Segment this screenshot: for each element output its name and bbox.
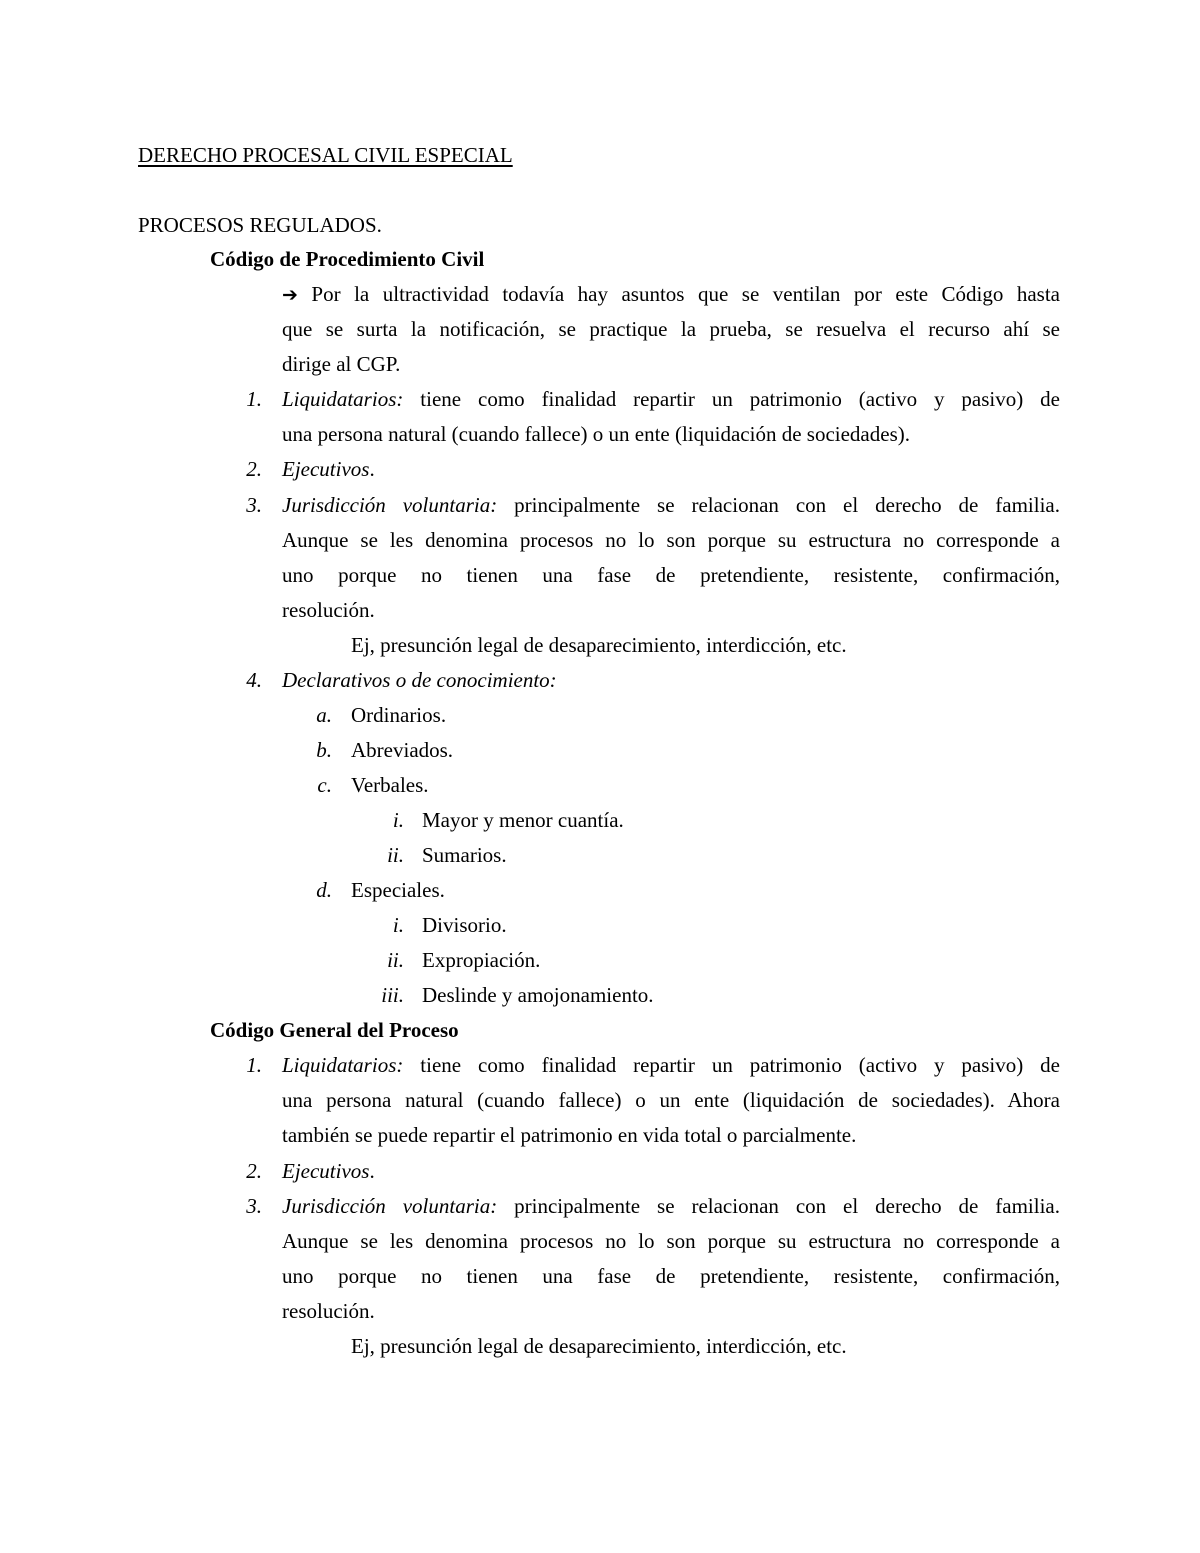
list-number: 1.: [246, 1053, 262, 1077]
cgp-item-3-line-1: Jurisdicción voluntaria: principalmente se relacionan con el derecho de familia.: [282, 1194, 1060, 1218]
cpc-note-line-1: ➔ Por la ultractividad todavía hay asuntos que se ventilan por este Código hasta: [282, 282, 1060, 306]
cgp-item-1-line-3: también se puede repartir el patrimonio en vida total o parcialmente.: [282, 1123, 857, 1147]
list-roman: ii.: [387, 843, 404, 867]
cgp-item-3-line-4: resolución.: [282, 1299, 375, 1323]
cpc-item-1-line-2: una persona natural (cuando fallece) o un ente (liquidación de sociedades).: [282, 422, 910, 446]
cpc-note-line-2: que se surta la notificación, se practique la prueba, se resuelva el recurso ahí se: [282, 317, 1060, 341]
list-letter: b.: [316, 738, 332, 762]
subitem-mayor-menor-cuantia: Mayor y menor cuantía.: [422, 808, 624, 832]
list-roman: i.: [392, 913, 404, 937]
cgp-item-1-line-2: una persona natural (cuando fallece) o un ente (liquidación de sociedades). Ahora: [282, 1088, 1060, 1112]
cpc-item-1-line-1: Liquidatarios: tiene como finalidad repartir un patrimonio (activo y pasivo) de: [282, 387, 1060, 411]
cpc-item-2: Ejecutivos.: [282, 457, 375, 481]
cgp-item-2: Ejecutivos.: [282, 1159, 375, 1183]
cpc-item-3-line-3: uno porque no tienen una fase de pretendiente, resistente, confirmación,: [282, 563, 1060, 587]
cgp-heading: Código General del Proceso: [210, 1018, 459, 1042]
subitem-verbales: Verbales.: [351, 773, 429, 797]
list-roman: ii.: [387, 948, 404, 972]
list-number: 1.: [246, 387, 262, 411]
cgp-item-3-example: Ej, presunción legal de desaparecimiento, interdicción, etc.: [351, 1334, 847, 1358]
subitem-ordinarios: Ordinarios.: [351, 703, 447, 727]
subitem-expropiacion: Expropiación.: [422, 948, 541, 972]
list-number: 2.: [246, 1159, 262, 1183]
list-roman: iii.: [381, 983, 404, 1007]
cgp-item-1-line-1: Liquidatarios: tiene como finalidad repartir un patrimonio (activo y pasivo) de: [282, 1053, 1060, 1077]
cpc-item-4: Declarativos o de conocimiento:: [282, 668, 557, 692]
list-number: 3.: [246, 1194, 262, 1218]
arrow-right-icon: ➔: [282, 284, 298, 306]
subitem-especiales: Especiales.: [351, 878, 445, 902]
subitem-divisorio: Divisorio.: [422, 913, 507, 937]
list-letter: c.: [317, 773, 332, 797]
list-number: 2.: [246, 457, 262, 481]
cpc-item-3-line-2: Aunque se les denomina procesos no lo son porque su estructura no corresponde a: [282, 528, 1060, 552]
cpc-heading: Código de Procedimiento Civil: [210, 247, 485, 271]
cpc-item-3-line-1: Jurisdicción voluntaria: principalmente se relacionan con el derecho de familia.: [282, 493, 1060, 517]
list-letter: d.: [316, 878, 332, 902]
list-roman: i.: [392, 808, 404, 832]
document-title: DERECHO PROCESAL CIVIL ESPECIAL: [138, 143, 513, 167]
cpc-item-3-line-4: resolución.: [282, 598, 375, 622]
subitem-sumarios: Sumarios.: [422, 843, 507, 867]
list-number: 3.: [246, 493, 262, 517]
cgp-item-3-line-2: Aunque se les denomina procesos no lo son porque su estructura no corresponde a: [282, 1229, 1060, 1253]
cpc-item-3-example: Ej, presunción legal de desaparecimiento, interdicción, etc.: [351, 633, 847, 657]
section-heading: PROCESOS REGULADOS.: [138, 213, 382, 237]
list-number: 4.: [246, 668, 262, 692]
subitem-deslinde: Deslinde y amojonamiento.: [422, 983, 654, 1007]
cgp-item-3-line-3: uno porque no tienen una fase de pretendiente, resistente, confirmación,: [282, 1264, 1060, 1288]
cpc-note-line-3: dirige al CGP.: [282, 352, 401, 376]
subitem-abreviados: Abreviados.: [351, 738, 454, 762]
list-letter: a.: [316, 703, 332, 727]
